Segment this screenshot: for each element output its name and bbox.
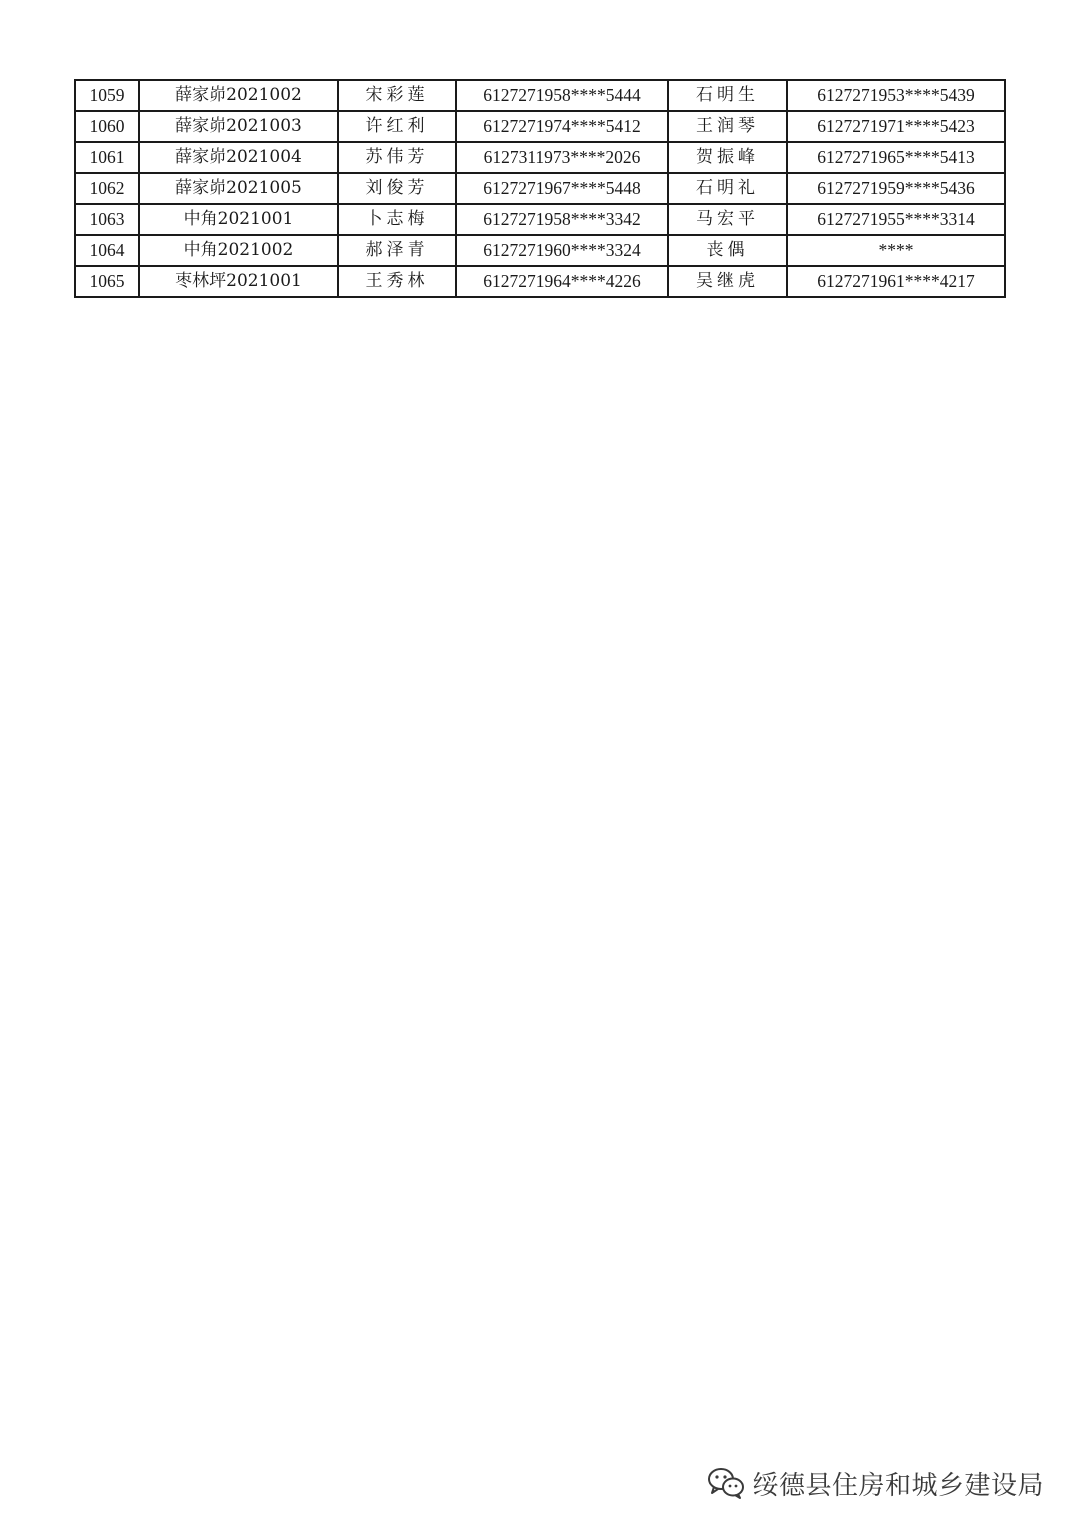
seq-cell: 1059	[75, 80, 139, 111]
spouse-name-cell: 丧偶	[668, 235, 787, 266]
table-row	[75, 142, 1005, 173]
code-cell: 枣林坪2021001	[139, 266, 338, 297]
seq-cell: 1062	[75, 173, 139, 204]
wechat-icon	[706, 1466, 746, 1500]
seq-cell: 1064	[75, 235, 139, 266]
spouse-id-cell: 6127271955****3314	[787, 204, 1005, 235]
watermark	[706, 1463, 1044, 1503]
spouse-id-cell: 6127271959****5436	[787, 173, 1005, 204]
table-row	[75, 266, 1005, 297]
spouse-name-cell: 石明生	[668, 80, 787, 111]
spouse-id-cell: 6127271961****4217	[787, 266, 1005, 297]
code-cell: 薛家峁2021004	[139, 142, 338, 173]
applicant-id-cell: 6127271964****4226	[456, 266, 668, 297]
spouse-name-cell: 马宏平	[668, 204, 787, 235]
applicant-name-cell: 卜志梅	[338, 204, 456, 235]
code-cell: 薛家峁2021005	[139, 173, 338, 204]
applicant-name-cell: 许红利	[338, 111, 456, 142]
applicant-id-cell: 6127271974****5412	[456, 111, 668, 142]
roster-table-body	[75, 80, 1005, 297]
applicant-name-cell: 刘俊芳	[338, 173, 456, 204]
roster-table	[74, 79, 1006, 298]
spouse-id-cell: ****	[787, 235, 1005, 266]
spouse-id-cell: 6127271953****5439	[787, 80, 1005, 111]
seq-cell: 1061	[75, 142, 139, 173]
spouse-id-cell: 6127271971****5423	[787, 111, 1005, 142]
spouse-name-cell: 吴继虎	[668, 266, 787, 297]
table-row	[75, 235, 1005, 266]
applicant-id-cell: 6127271958****5444	[456, 80, 668, 111]
applicant-id-cell: 6127311973****2026	[456, 142, 668, 173]
seq-cell: 1060	[75, 111, 139, 142]
seq-cell: 1065	[75, 266, 139, 297]
applicant-id-cell: 6127271967****5448	[456, 173, 668, 204]
spouse-name-cell: 王润琴	[668, 111, 787, 142]
applicant-id-cell: 6127271960****3324	[456, 235, 668, 266]
applicant-name-cell: 王秀林	[338, 266, 456, 297]
table-row	[75, 173, 1005, 204]
applicant-name-cell: 宋彩莲	[338, 80, 456, 111]
code-cell: 薛家峁2021002	[139, 80, 338, 111]
spouse-name-cell: 贺振峰	[668, 142, 787, 173]
spouse-name-cell: 石明礼	[668, 173, 787, 204]
seq-cell: 1063	[75, 204, 139, 235]
watermark-text: 绥德县住房和城乡建设局	[752, 1470, 1044, 1501]
code-cell: 中角2021001	[139, 204, 338, 235]
applicant-name-cell: 苏伟芳	[338, 142, 456, 173]
code-cell: 中角2021002	[139, 235, 338, 266]
table-row	[75, 80, 1005, 111]
spouse-id-cell: 6127271965****5413	[787, 142, 1005, 173]
table-row	[75, 204, 1005, 235]
table-row	[75, 111, 1005, 142]
code-cell: 薛家峁2021003	[139, 111, 338, 142]
applicant-id-cell: 6127271958****3342	[456, 204, 668, 235]
applicant-name-cell: 郝泽青	[338, 235, 456, 266]
